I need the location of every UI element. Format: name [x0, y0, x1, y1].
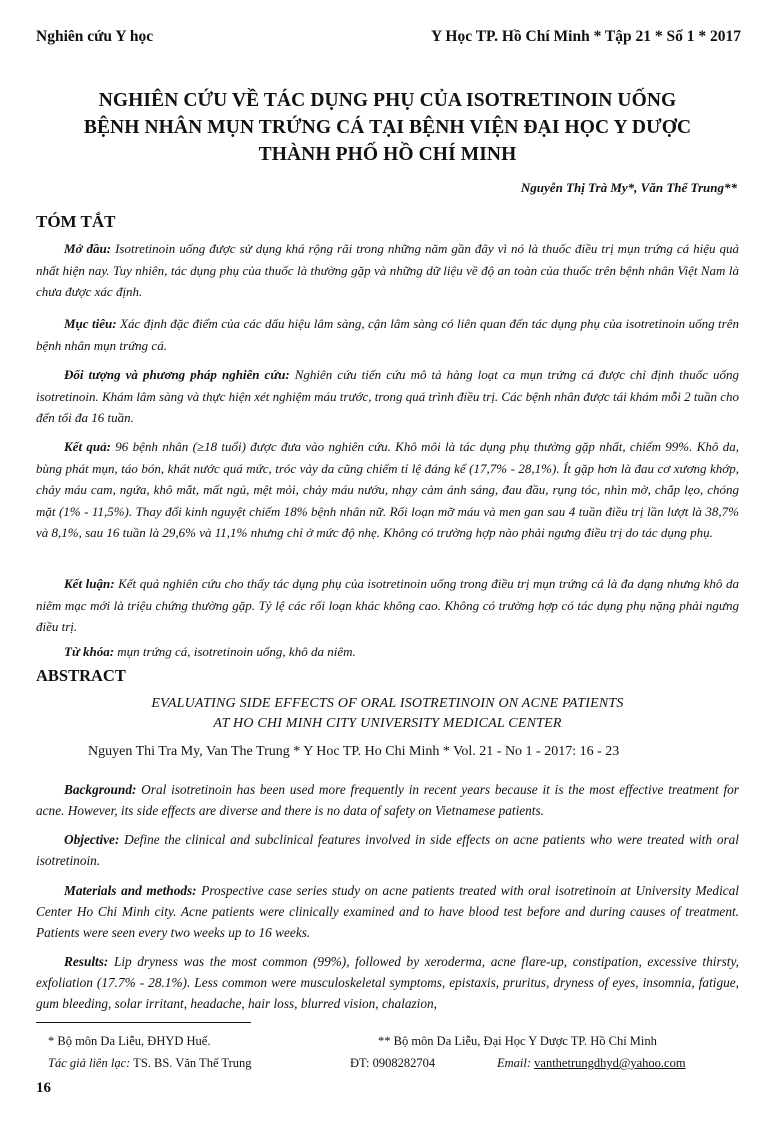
muctieu-label: Mục tiêu:	[64, 316, 117, 331]
modau-text: Isotretinoin uống được sử dụng khá rộng rãi trong những năm gần đây vì nó là thuốc điều trị mụn trứng cá hiệu quả nhất hiện nay. Tuy nhiên, tác dụng phụ của thuốc là thường gặp và những dữ liệu về độ an toàn của thuốc trên bệnh nhân Việt Nam là chưa được xác định.	[36, 241, 739, 299]
tomtat-ketqua-paragraph	[36, 436, 739, 544]
email-label: Email:	[497, 1056, 532, 1070]
running-header	[36, 28, 741, 50]
author-list: Nguyễn Thị Trà My*, Văn Thế Trung**	[520, 180, 737, 195]
tomtat-heading: TÓM TẮT	[36, 212, 116, 231]
footnote-phone: ĐT: 0908282704	[350, 1056, 436, 1070]
background-label: Background:	[64, 782, 137, 797]
tomtat-doituong-paragraph	[36, 364, 739, 429]
title-line-1: NGHIÊN CỨU VỀ TÁC DỤNG PHỤ CỦA ISOTRETINOIN UỐNG	[98, 90, 677, 111]
tomtat-muctieu-paragraph	[36, 313, 739, 356]
tukhoa-label: Từ khóa:	[64, 644, 115, 659]
tukhoa-text: mụn trứng cá, isotretinoin uống, khô da niêm.	[114, 644, 356, 659]
muctieu-text: Xác định đặc điểm của các dấu hiệu lâm sàng, cận lâm sàng có liên quan đến tác dụng phụ của isotretinoin uống trên bệnh nhân mụn trứng cá.	[36, 316, 739, 353]
ketluan-text: Kết quả nghiên cứu cho thấy tác dụng phụ của isotretinoin uống trong điều trị mụn trứng cá là đa dạng nhưng khô da niêm mạc mới là triệu chứng thường gặp. Tỷ lệ các rối loạn khác không cao. Không có trường hợp có tác dụng phụ nặng phải ngưng điều trị.	[36, 576, 739, 634]
abstract-heading: ABSTRACT	[36, 666, 126, 685]
methods-text: Prospective case series study on acne patients treated with oral isotretinoin at University Medical Center Ho Chi Minh city. Acne patients were clinically examined and to have blood test before and during causes of treatment. Patients were seen every two weeks up to 16 weeks.	[36, 883, 740, 940]
results-label: Results:	[64, 954, 109, 969]
header-section-name: Nghiên cứu Y học	[36, 28, 154, 45]
title-line-2: BỆNH NHÂN MỤN TRỨNG CÁ TẠI BỆNH VIỆN ĐẠI HỌC Y DƯỢC	[83, 117, 692, 138]
modau-label: Mở đầu:	[64, 241, 112, 256]
header-journal-info: Y Học TP. Hồ Chí Minh * Tập 21 * Số 1 * 2017	[430, 28, 741, 45]
results-text: Lip dryness was the most common (99%), followed by xeroderma, acne flare-up, constipation, excessive thirsty, exfoliation (17.7% - 28.1%). Less common were musculoskeletal symptoms, epistaxis, pruritus, dryness of eyes, insomnia, fatigue, gum bleeding, solar irritant, headache, hair loss, blurred vision, chalazion,	[36, 954, 739, 1011]
abstract-title	[60, 694, 715, 734]
abstract-title-line-2: AT HO CHI MINH CITY UNIVERSITY MEDICAL CENTER	[213, 716, 562, 731]
objective-label: Objective:	[64, 832, 120, 847]
background-text: Oral isotretinoin has been used more frequently in recent years because it is the most effective treatment for acne. However, its side effects are diverse and there is no data of safety on Vietnamese patients.	[36, 782, 739, 818]
objective-text: Define the clinical and subclinical features involved in side effects on acne patients who were treated with oral isotretinoin.	[36, 832, 739, 868]
abstract-citation: Nguyen Thi Tra My, Van The Trung * Y Hoc TP. Ho Chi Minh * Vol. 21 - No 1 - 2017: 16 - 23	[88, 744, 620, 759]
tomtat-modau-paragraph	[36, 238, 739, 303]
footnote-email	[497, 1054, 686, 1072]
methods-label: Materials and methods:	[64, 883, 197, 898]
doituong-text: Nghiên cứu tiến cứu mô tả hàng loạt ca mụn trứng cá được chỉ định thuốc uống isotretinoin. Khám lâm sàng và thực hiện xét nghiệm máu trước, trong quá trình điều trị. Các bệnh nhân được tái khám mỗi 2 tuần cho đến tối đa 16 tuần.	[36, 367, 739, 425]
abstract-objective-paragraph	[36, 829, 739, 871]
tomtat-ketluan-paragraph	[36, 573, 739, 638]
ketluan-label: Kết luận:	[64, 576, 115, 591]
footnote-contact	[48, 1054, 252, 1072]
footnote-divider	[36, 1022, 251, 1023]
ketqua-text: 96 bệnh nhân (≥18 tuổi) được đưa vào nghiên cứu. Khô môi là tác dụng phụ thường gặp nhất, chiếm 99%. Khô da, bùng phát mụn, táo bón, khát nước quá mức, tróc vảy da cũng chiếm tỉ lệ đáng kể (17,7% - 28,1%). Ít gặp hơn là đau cơ xương khớp, chảy máu cam, ngứa, khô mắt, mất ngủ, mệt mỏi, chảy máu nướu, nhạy cảm ánh sáng, đau đầu, rụng tóc, nhìn mờ, chắp lẹo, chóng mặt (1% - 11,5%). Thay đổi kinh nguyệt chiếm 18% bệnh nhân nữ. Rối loạn mỡ máu và men gan sau 4 tuần điều trị lần lượt là 38,7% và 8,1%, sau 16 tuần là 29,6% và 11,1% nhưng chỉ ở mức độ nhẹ. Không có trường hợp nào phải ngưng điều trị do tác dụng phụ.	[36, 439, 739, 540]
doituong-label: Đối tượng và phương pháp nghiên cứu:	[64, 367, 290, 382]
abstract-background-paragraph	[36, 779, 739, 821]
article-title	[60, 87, 715, 168]
title-line-3: THÀNH PHỐ HỒ CHÍ MINH	[258, 144, 517, 165]
tomtat-keywords	[36, 641, 739, 663]
abstract-methods-paragraph	[36, 880, 739, 943]
footnote-affiliation-2: ** Bộ môn Da Liễu, Đại Học Y Dược TP. Hồ Chí Minh	[378, 1034, 657, 1048]
abstract-title-line-1: EVALUATING SIDE EFFECTS OF ORAL ISOTRETINOIN ON ACNE PATIENTS	[151, 696, 624, 711]
contact-label: Tác giả liên lạc:	[48, 1056, 131, 1070]
footnote-affiliation-1: * Bộ môn Da Liễu, ĐHYD Huế.	[48, 1034, 211, 1048]
abstract-results-paragraph	[36, 951, 739, 1014]
ketqua-label: Kết quả:	[64, 439, 111, 454]
contact-name: TS. BS. Văn Thế Trung	[130, 1056, 252, 1070]
email-link[interactable]: vanthetrungdhyd@yahoo.com	[534, 1056, 686, 1070]
page-number: 16	[36, 1080, 51, 1096]
